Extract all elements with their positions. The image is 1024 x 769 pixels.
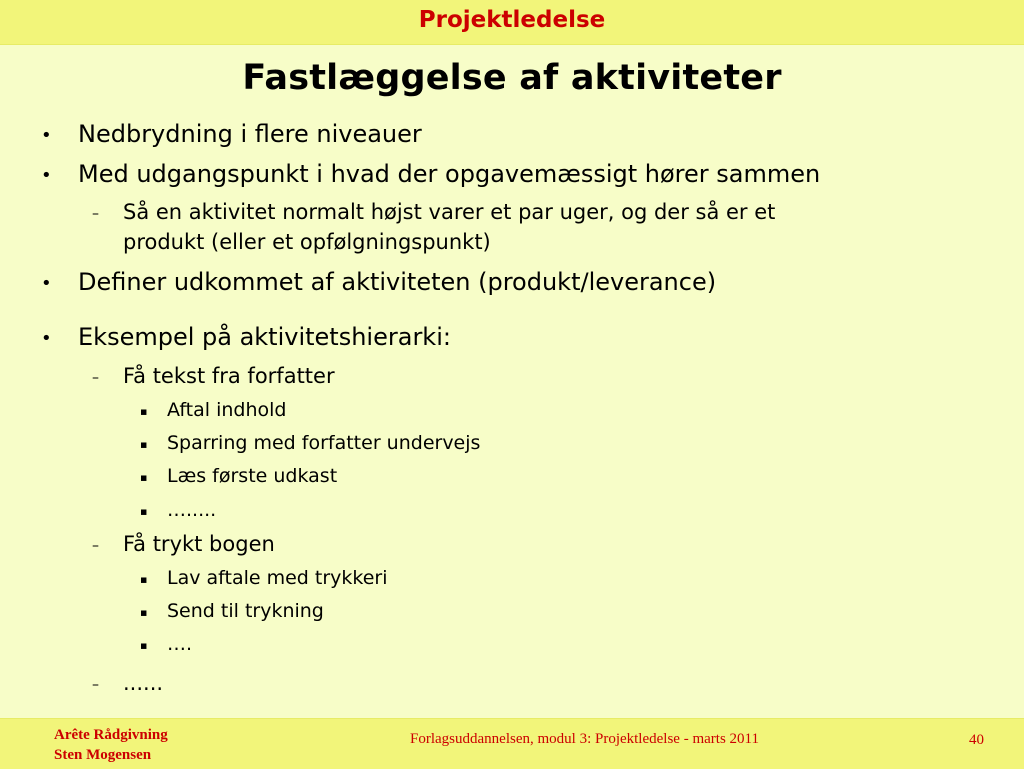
list-item-text: Eksempel på aktivitetshierarki:	[78, 323, 451, 351]
list-item-text: Send til trykning	[167, 600, 324, 622]
list-item-text: ….	[167, 633, 193, 655]
square-bullet-icon: ▪	[140, 639, 148, 652]
bullet-dot-icon: •	[41, 165, 52, 186]
list-item-text: Nedbrydning i flere niveauer	[78, 120, 422, 148]
list-item-text: Læs første udkast	[167, 465, 338, 487]
square-bullet-icon: ▪	[140, 471, 148, 484]
list-item-text: Aftal indhold	[167, 399, 287, 421]
footer-band	[0, 718, 1024, 769]
list-item-text: Definer udkommet af aktiviteten (produkt/leverance)	[78, 268, 717, 296]
square-bullet-icon: ▪	[140, 438, 148, 451]
dash-marker-icon: –	[92, 538, 99, 554]
list-item-text: Få trykt bogen	[123, 532, 275, 556]
square-bullet-icon: ▪	[140, 405, 148, 418]
list-item-text: Få tekst fra forfatter	[123, 364, 335, 388]
list-item-text: Sparring med forfatter undervejs	[167, 432, 481, 454]
dash-marker-icon: –	[92, 677, 99, 693]
footer-person: Sten Mogensen	[54, 747, 152, 763]
list-item-text: produkt (eller et opfølgningspunkt)	[123, 230, 491, 254]
bullet-dot-icon: •	[41, 125, 52, 146]
list-item-text: Med udgangspunkt i hvad der opgavemæssigt hører sammen	[78, 160, 821, 188]
square-bullet-icon: ▪	[140, 606, 148, 619]
header-title: Projektledelse	[418, 7, 606, 33]
dash-marker-icon: –	[92, 370, 99, 386]
list-item-text: ….....	[167, 499, 217, 521]
footer-course: Forlagsuddannelsen, modul 3: Projektledelse - marts 2011	[410, 731, 759, 747]
footer-company: Arête Rådgivning	[54, 727, 168, 743]
dash-marker-icon: –	[92, 206, 99, 222]
page-number: 40	[969, 732, 984, 748]
list-item-text: Så en aktivitet normalt højst varer et par uger, og der så er et	[123, 200, 776, 224]
square-bullet-icon: ▪	[140, 505, 148, 518]
list-item-text: Lav aftale med trykkeri	[167, 567, 388, 589]
slide-title: Fastlæggelse af aktiviteter	[242, 58, 782, 98]
bullet-dot-icon: •	[41, 328, 52, 349]
list-item-text: ......	[123, 671, 164, 695]
bullet-dot-icon: •	[41, 273, 52, 294]
square-bullet-icon: ▪	[140, 573, 148, 586]
